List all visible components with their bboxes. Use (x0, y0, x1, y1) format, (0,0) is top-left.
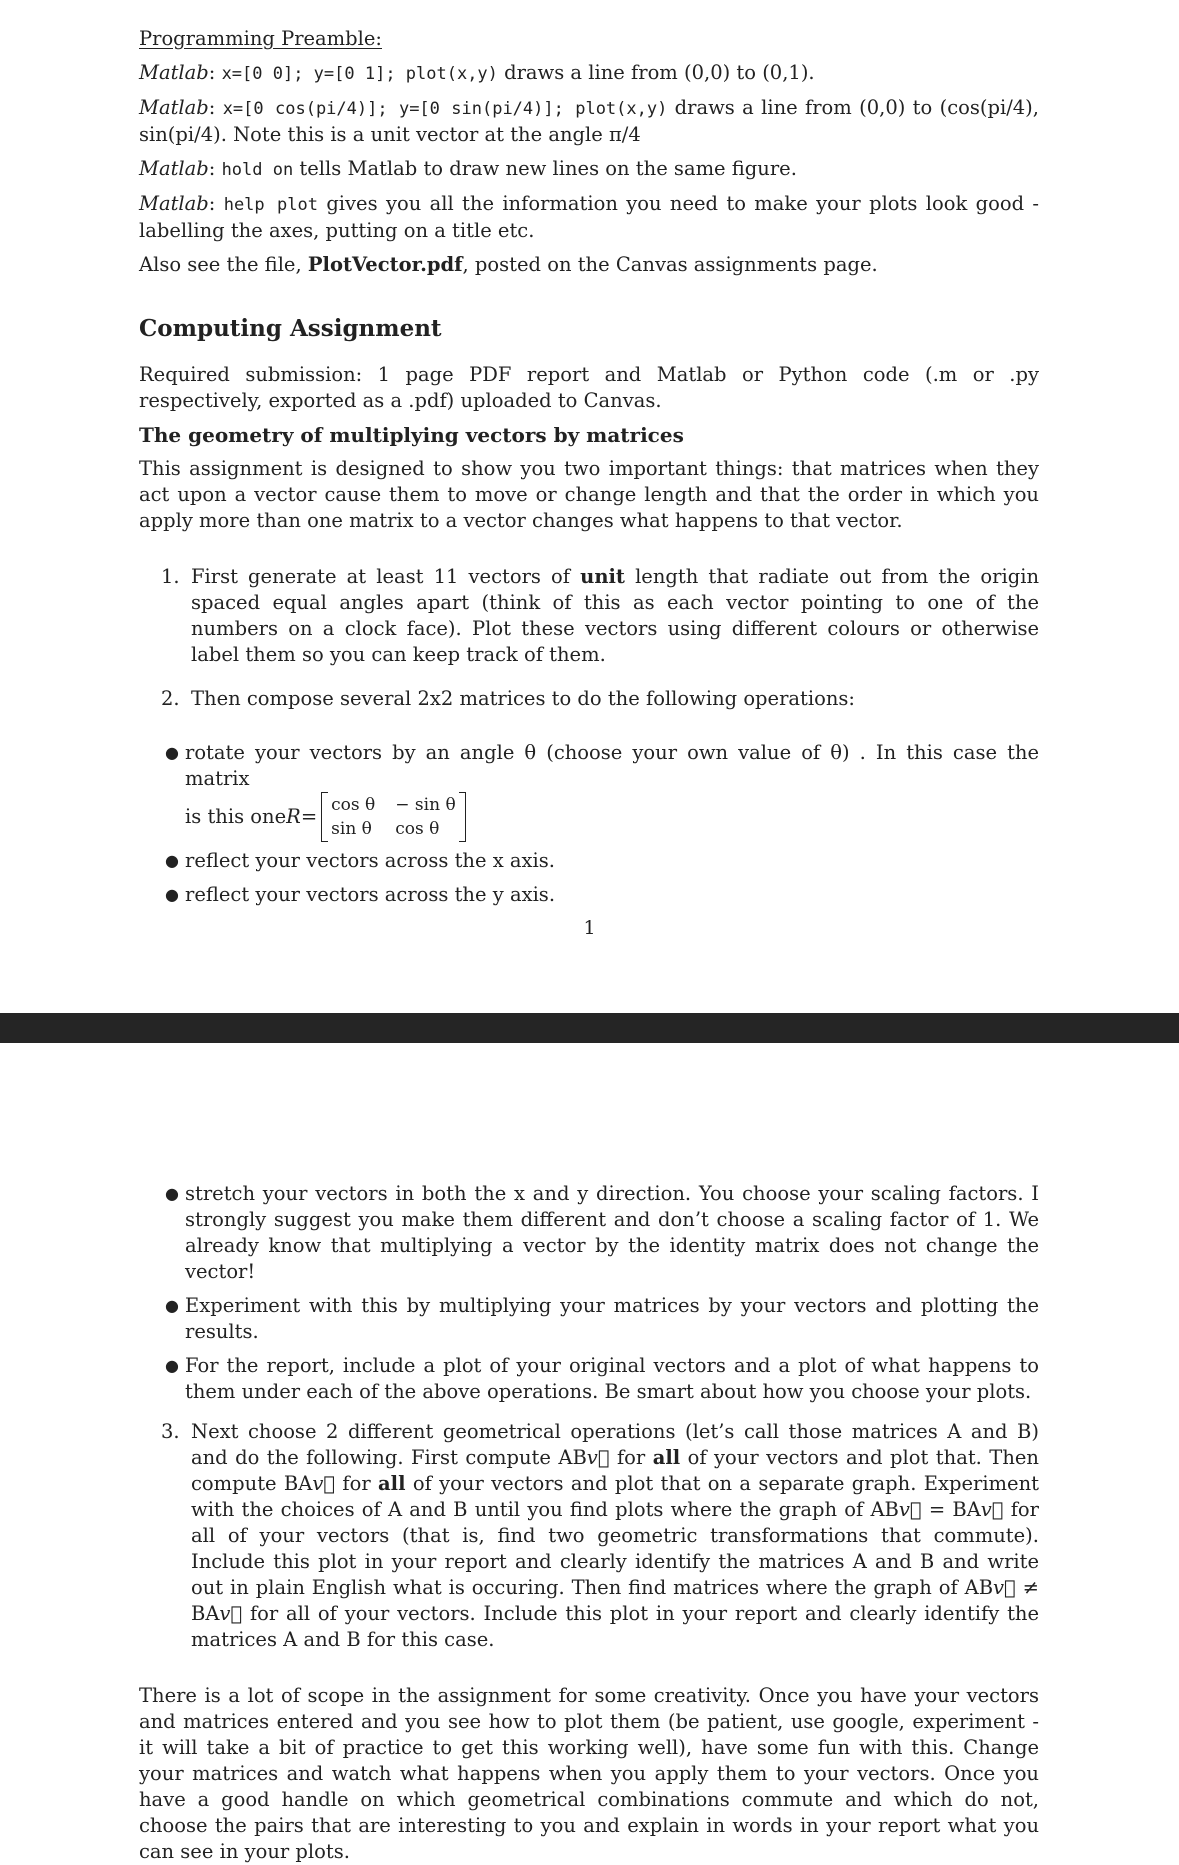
matrix-entry: − sin θ (395, 795, 456, 815)
code-snippet: x=[0 0]; y=[0 1]; plot(x,y) (221, 64, 498, 84)
task-list (139, 564, 1039, 712)
code-snippet: help plot (223, 195, 318, 215)
bullet-report (87, 1353, 1039, 1405)
preamble-line-2: Matlab: x=[0 cos(pi/4)]; y=[0 sin(pi/4)]; plot(x,y) draws a line from (0,0) to (cos(pi/4), sin(pi/4). Note this is a unit vector at the angle π/4 (139, 96, 1039, 146)
rotation-matrix (321, 792, 466, 842)
matrix-entry: cos θ (395, 819, 440, 839)
matrix-right-bracket (459, 792, 466, 842)
bullet-dot: ● (165, 1184, 179, 1203)
bullet-text: Experiment with this by multiplying your matrices by your vectors and plotting the results. (185, 1294, 1039, 1343)
vector-symbol: v⃗ (586, 1446, 610, 1469)
assignment-title: Computing Assignment (139, 315, 442, 342)
bullet-rotate (87, 740, 1039, 842)
task-item-1 (139, 564, 1039, 668)
operations-list (139, 740, 1039, 908)
task-text: for (335, 1472, 379, 1495)
matrix-entry: sin θ (331, 819, 372, 839)
matlab-label: Matlab (139, 61, 209, 84)
bullet-text: reflect your vectors across the x axis. (185, 849, 555, 872)
bullet-experiment (87, 1293, 1039, 1345)
task-text: for all of your vectors (that is, find two geometric transformations that commute). Include this plot in your report and clearly identify the matrices A and B and write out in plain English what is occuring. Then find matrices where the graph of AB (191, 1498, 1039, 1599)
equals-sign: = (300, 805, 318, 828)
task-text: of your vectors and plot that. Then compute BA (191, 1446, 1039, 1495)
bullet-dot: ● (165, 885, 179, 904)
also-see-pre: Also see the file, (139, 253, 308, 276)
closing-paragraph: There is a lot of scope in the assignment for some creativity. Once you have your vectors and matrices entered and you see how to plot them (be patient, use google, experiment - it will take a bit of practice to get this working well), have some fun with this. Change your matrices and watch what happens when you apply them to your vectors. Once you have a good handle on which geometrical combinations commute and which do not, choose the pairs that are interesting to you and explain in words in your report what you can see in your plots. (139, 1684, 1039, 1863)
matrix-entries (328, 793, 459, 841)
bullet-text: For the report, include a plot of your original vectors and a plot of what happens to them under each of the above operations. Be smart about how you choose your plots. (185, 1354, 1039, 1403)
preamble-text: draws a line from (0,0) to (cos(pi/4), sin(pi/4). Note this is a unit vector at the angle π/4 (139, 96, 1039, 146)
preamble-text: gives you all the information you need to make your plots look good - labelling the axes, putting on a title etc. (139, 192, 1039, 242)
matrix-variable: R (286, 805, 301, 828)
page-separator (0, 1013, 1179, 1043)
task-text: for (609, 1446, 653, 1469)
task-text: = BA (921, 1498, 981, 1521)
task-text: for all of your vectors. Include this plot in your report and clearly identify the matrices A and B for this case. (191, 1602, 1039, 1651)
bullet-dot: ● (165, 851, 179, 870)
preamble-line-1: Matlab: x=[0 0]; y=[0 1]; plot(x,y) draws a line from (0,0) to (0,1). (139, 61, 815, 84)
bullet-dot: ● (165, 1296, 179, 1315)
preamble-text: draws a line from (0,0) to (0,1). (497, 61, 815, 84)
task-text: ≠ BA (191, 1576, 1039, 1625)
task-text: of your vectors and plot that on a separate graph. Experiment with the choices of A and B until you find plots where the graph of AB (191, 1472, 1039, 1521)
required-submission: Required submission: 1 page PDF report and Matlab or Python code (.m or .py respectively, exported as a .pdf) uploaded to Canvas. (139, 363, 1039, 412)
bullet-stretch (87, 1181, 1039, 1285)
bullet-text: stretch your vectors in both the x and y direction. You choose your scaling factors. I strongly suggest you make them different and don’t choose a scaling factor of 1. We already know that multiplying a vector by the identity matrix does not change the vector! (185, 1182, 1039, 1283)
vector-symbol: v⃗ (219, 1602, 243, 1625)
code-snippet: x=[0 cos(pi/4)]; y=[0 sin(pi/4)]; plot(x,y) (222, 99, 668, 119)
task-bold: all (378, 1472, 406, 1495)
matrix-entry: cos θ (331, 795, 376, 815)
task-text: length that radiate out from the origin spaced equal angles apart (think of this as each vector pointing to one of the numbers on a clock face). Plot these vectors using different colours or otherwise label them so you can keep track of them. (191, 565, 1039, 666)
preamble-line-3: Matlab: hold on tells Matlab to draw new lines on the same figure. (139, 157, 797, 180)
operations-list-continued (87, 1181, 1039, 1405)
task-text: Next choose 2 different geometrical operations (let’s call those matrices A and B) and do the following. First compute AB (191, 1420, 1039, 1469)
also-see-post: , posted on the Canvas assignments page. (462, 253, 878, 276)
task-number: 1. (161, 565, 180, 588)
page-2-content (139, 1181, 1039, 1865)
bullet-reflect-y (87, 882, 1039, 908)
also-see-line (139, 252, 1039, 278)
vector-symbol: v⃗ (980, 1498, 1004, 1521)
task-bold: unit (580, 565, 625, 588)
intro-paragraph: This assignment is designed to show you two important things: that matrices when they act upon a vector cause them to move or change length and that the order in which you apply more than one matrix to a vector changes what happens to that vector. (139, 457, 1039, 532)
bullet-text: is this one (185, 805, 287, 828)
preamble-text: tells Matlab to draw new lines on the same figure. (293, 157, 797, 180)
matlab-label: Matlab (139, 192, 209, 215)
preamble-section (139, 26, 1039, 278)
matrix-left-bracket (321, 792, 328, 842)
bullet-text: reflect your vectors across the y axis. (185, 883, 556, 906)
task-item-3 (139, 1419, 1039, 1653)
vector-symbol: v⃗ (898, 1498, 922, 1521)
task-text: First generate at least 11 vectors of (191, 565, 581, 588)
assignment-section (139, 316, 1039, 722)
file-name: PlotVector.pdf (307, 253, 463, 276)
page-2 (0, 1043, 1179, 1863)
task-number: 3. (161, 1420, 180, 1443)
task-number: 2. (161, 687, 180, 710)
bullet-dot: ● (165, 743, 179, 762)
bullet-dot: ● (165, 1356, 179, 1375)
matlab-label: Matlab (139, 157, 209, 180)
matlab-label: Matlab (139, 96, 209, 119)
bullet-reflect-x (87, 848, 1039, 874)
vector-symbol: v⃗ (312, 1472, 336, 1495)
code-snippet: hold on (221, 160, 294, 180)
geometry-title: The geometry of multiplying vectors by matrices (139, 423, 684, 447)
preamble-title: Programming Preamble: (139, 27, 382, 50)
preamble-line-4: Matlab: help plot gives you all the information you need to make your plots look good - labelling the axes, putting on a title etc. (139, 192, 1039, 242)
task-item-2 (139, 686, 1039, 712)
bullet-text: rotate your vectors by an angle θ (choose your own value of θ) . In this case the matrix (185, 741, 1039, 790)
task-bold: all (652, 1446, 681, 1469)
task-text: Then compose several 2x2 matrices to do the following operations: (191, 687, 855, 710)
rotation-matrix-line (185, 792, 1039, 842)
page-number: 1 (583, 917, 596, 939)
task-list-continued (139, 1419, 1039, 1653)
vector-symbol: v⃗ (993, 1576, 1016, 1599)
